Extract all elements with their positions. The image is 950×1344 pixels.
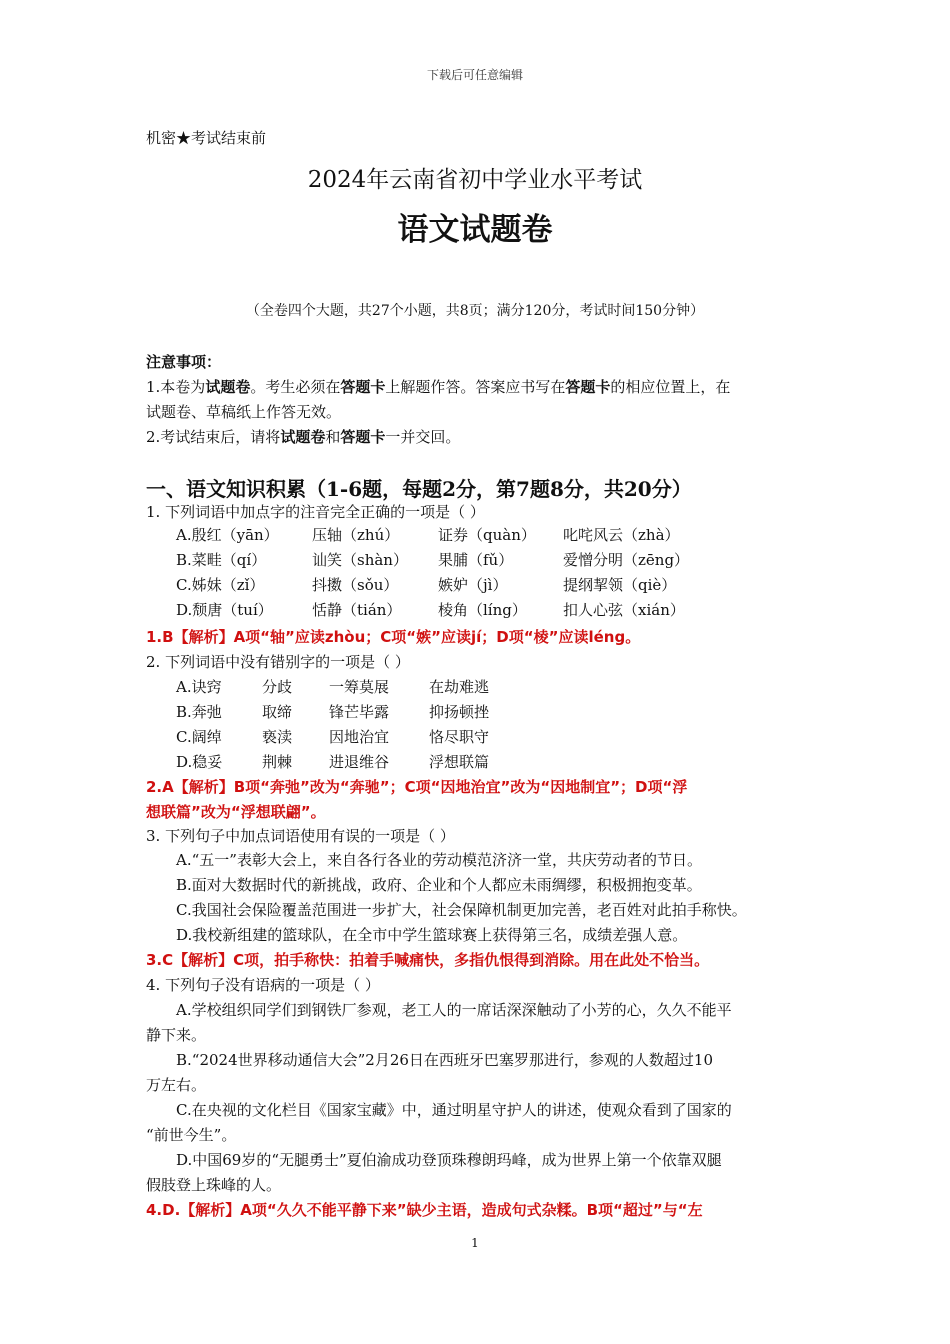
option-a-2: 分歧	[262, 678, 293, 696]
option-b-2: 讪笑（shàn）	[312, 551, 408, 569]
section-heading: 一、语文知识积累（1-6题，每题2分，第7题8分，共20分）	[146, 477, 692, 501]
option-a-4: 叱咤风云（zhà）	[563, 526, 680, 544]
question-3-option-c: C.我国社会保险覆盖范围进一步扩大，社会保障机制更加完善，老百姓对此拍手称快。	[176, 901, 747, 919]
option-b-4: 爱憎分明（zēng）	[563, 551, 690, 569]
option-c-3: 嫉妒（jì）	[438, 576, 508, 594]
option-d-2: 恬静（tián）	[312, 601, 402, 619]
option-b-3: 果脯（fǔ）	[438, 551, 514, 569]
question-3-stem: 3. 下列句子中加点词语使用有误的一项是（ ）	[146, 827, 455, 845]
option-c-4: 恪尽职守	[429, 728, 490, 746]
option-a-2: 压轴（zhú）	[312, 526, 400, 544]
confidential-label: 机密★考试结束前	[146, 129, 267, 147]
notice-line-2: 试题卷、草稿纸上作答无效。	[146, 403, 342, 421]
question-2-stem: 2. 下列词语中没有错别字的一项是（ ）	[146, 653, 410, 671]
option-b-4: 抑扬顿挫	[429, 703, 490, 721]
paper-title: 语文试题卷	[397, 212, 553, 248]
page-header: 下载后可任意编辑	[426, 68, 523, 82]
option-c-1: C.阔绰	[176, 728, 222, 746]
question-3-option-d: D.我校新组建的篮球队，在全市中学生篮球赛上获得第三名，成绩差强人意。	[176, 926, 688, 944]
question-4-option-a-line-2: 静下来。	[146, 1026, 207, 1044]
notice-heading: 注意事项：	[146, 353, 222, 371]
option-a-1: A.诀窍	[176, 678, 222, 696]
option-c-2: 亵渎	[262, 728, 293, 746]
answer-3: 3.C【解析】C项，拍手称快：拍着手喊痛快，多指仇恨得到消除。用在此处不恰当。	[146, 951, 710, 969]
option-d-4: 浮想联篇	[429, 753, 490, 771]
exam-title: 2024年云南省初中学业水平考试	[307, 167, 643, 193]
option-a-1: A.殷红（yān）	[176, 526, 279, 544]
notice-line-3: 2.考试结束后，请将试题卷和答题卡一并交回。	[146, 428, 461, 446]
question-4-option-d-line-2: 假肢登上珠峰的人。	[146, 1176, 282, 1194]
question-3-option-a: A.“五一”表彰大会上，来自各行各业的劳动模范济济一堂，共庆劳动者的节日。	[176, 851, 702, 869]
answer-2-line-1: 2.A【解析】B项“奔弛”改为“奔驰”；C项“因地治宜”改为“因地制宜”；D项“浮	[146, 778, 688, 796]
option-d-4: 扣人心弦（xián）	[563, 601, 685, 619]
option-d-3: 进退维谷	[329, 753, 390, 771]
option-d-2: 荆棘	[262, 753, 293, 771]
question-4-option-c-line-2: “前世今生”。	[146, 1126, 237, 1144]
exam-note: （全卷四个大题，共27个小题，共8页；满分120分，考试时间150分钟）	[245, 303, 705, 319]
option-a-4: 在劫难逃	[429, 678, 490, 696]
option-b-1: B.奔弛	[176, 703, 222, 721]
answer-1: 1.B【解析】A项“轴”应读zhòu；C项“嫉”应读jí；D项“棱”应读léng。	[146, 628, 641, 646]
question-3-option-b: B.面对大数据时代的新挑战，政府、企业和个人都应未雨绸缪，积极拥抱变革。	[176, 876, 702, 894]
notice-line-1: 1.本卷为试题卷。考生必须在答题卡上解题作答。答案应书写在答题卡的相应位置上，在	[146, 378, 731, 396]
option-a-3: 证券（quàn）	[438, 526, 536, 544]
option-c-2: 抖擞（sǒu）	[312, 576, 399, 594]
option-d-3: 棱角（líng）	[438, 601, 527, 619]
option-c-3: 因地治宜	[329, 728, 390, 746]
answer-2-line-2: 想联篇”改为“浮想联翩”。	[146, 803, 326, 821]
question-4-option-b-line-1: B.“2024世界移动通信大会”2月26日在西班牙巴塞罗那进行，参观的人数超过10	[176, 1051, 714, 1069]
option-d-1: D.颓唐（tuí）	[176, 601, 273, 619]
page-number: 1	[471, 1236, 479, 1250]
option-c-4: 提纲挈领（qiè）	[563, 576, 677, 594]
option-d-1: D.稳妥	[176, 753, 223, 771]
question-4-stem: 4. 下列句子没有语病的一项是（ ）	[146, 976, 380, 994]
question-1-stem: 1. 下列词语中加点字的注音完全正确的一项是（ ）	[146, 503, 485, 521]
option-b-2: 取缔	[262, 703, 293, 721]
option-b-3: 锋芒毕露	[329, 703, 390, 721]
answer-4: 4.D.【解析】A项“久久不能平静下来”缺少主语，造成句式杂糅。B项“超过”与“左	[146, 1201, 703, 1219]
option-b-1: B.菜畦（qí）	[176, 551, 267, 569]
question-4-option-a-line-1: A.学校组织同学们到钢铁厂参观，老工人的一席话深深触动了小芳的心，久久不能平	[176, 1001, 732, 1019]
option-c-1: C.姊妹（zǐ）	[176, 576, 265, 594]
question-4-option-b-line-2: 万左右。	[146, 1076, 207, 1094]
option-a-3: 一筹莫展	[329, 678, 390, 696]
question-4-option-d-line-1: D.中国69岁的“无腿勇士”夏伯渝成功登顶珠穆朗玛峰，成为世界上第一个依靠双腿	[176, 1151, 722, 1169]
question-4-option-c-line-1: C.在央视的文化栏目《国家宝藏》中，通过明星守护人的讲述，使观众看到了国家的	[176, 1101, 732, 1119]
